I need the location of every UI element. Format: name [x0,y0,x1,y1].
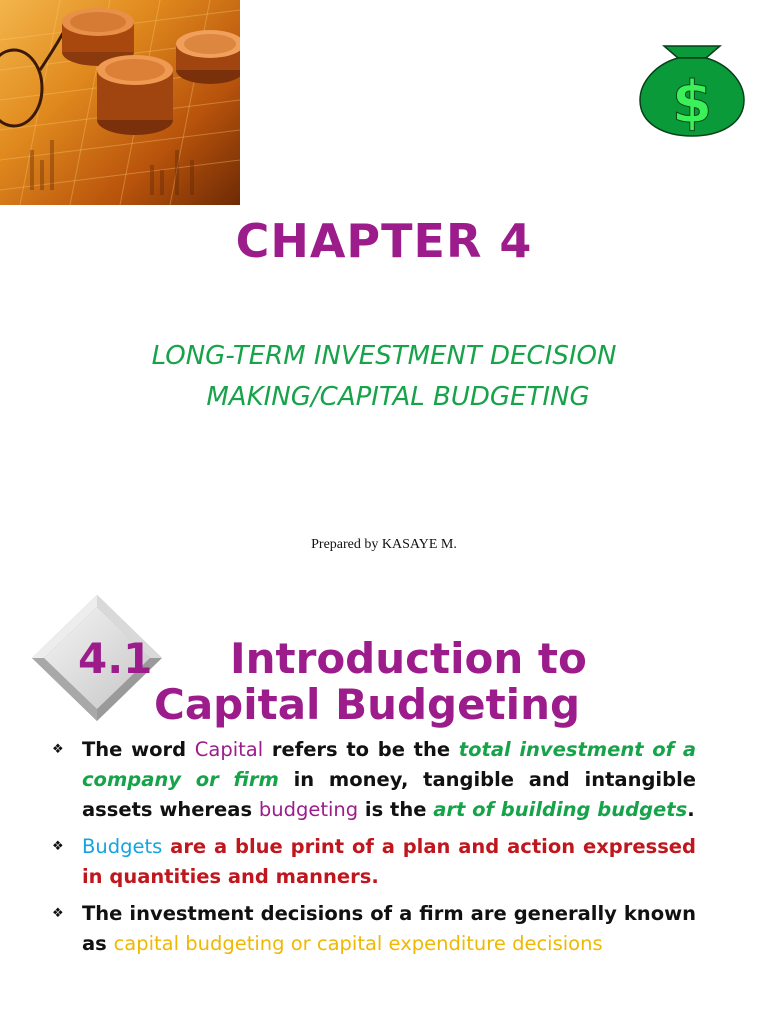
bullet-marker-icon: ❖ [52,906,64,921]
coins-photo [0,0,240,205]
term-budgets: Budgets [82,835,163,858]
bullet-item [50,735,696,825]
bullet-text: refers to be the [263,738,459,761]
coins-photo-art [0,0,240,205]
bullet-text: . [687,798,695,821]
prepared-by: Prepared by KASAYE M. [311,537,457,552]
bullet-text: in money, tangible and intangible assets whereas [82,768,696,821]
dollar-sign: $ [671,68,713,136]
section-number: 4.1 [78,634,153,683]
chapter-subtitle [0,336,768,418]
bullet-list [50,735,696,966]
definition-capital: total investment of a company or firm [82,738,696,791]
money-bag-icon [636,42,748,138]
term-capital: Capital [194,738,264,761]
bullet-marker-icon: ❖ [52,839,64,854]
chapter-title: CHAPTER 4 [235,214,533,268]
subtitle-line-2: MAKING/CAPITAL BUDGETING [206,382,590,412]
section-title-line-1: Introduction to [230,634,587,683]
section-title-line-2: Capital Budgeting [154,680,581,729]
section-heading [78,636,758,728]
term-budgeting: budgeting [258,798,359,821]
subtitle-line-1: LONG-TERM INVESTMENT DECISION [151,341,617,371]
definition-budgeting: art of building budgets [433,798,688,821]
definition-budgets: are a blue print of a plan and action expressed in quantities and manners. [82,835,696,888]
bullet-text: The investment decisions of a firm are generally known as [82,902,696,955]
bullet-text: The word [82,738,195,761]
bullet-text: is the [358,798,434,821]
term-capital-budgeting: capital budgeting or capital expenditure decisions [113,932,603,955]
bullet-item [50,899,696,959]
bullet-marker-icon: ❖ [52,742,64,757]
bullet-item [50,832,696,892]
